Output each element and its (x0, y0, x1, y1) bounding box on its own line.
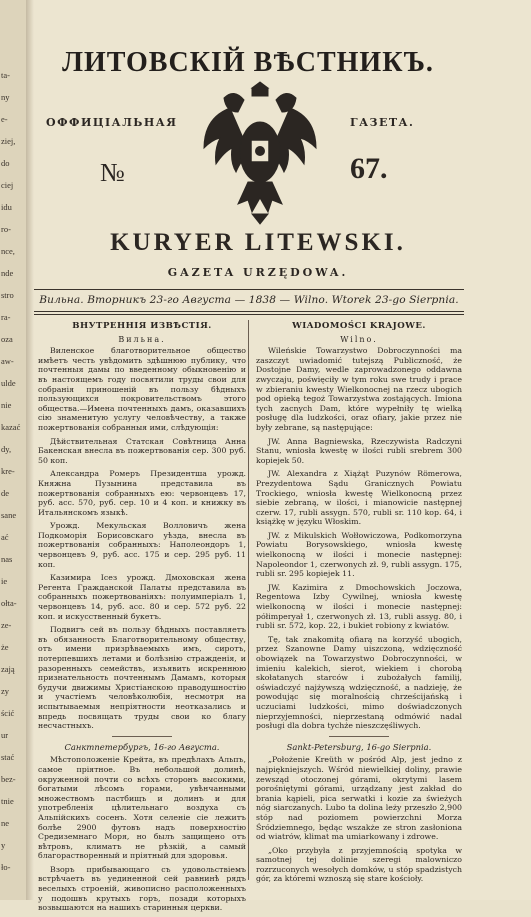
masthead-title-russian: ЛИТОВСКІЙ ВѢСТНИКЪ. (62, 47, 434, 78)
article-paragraph: „Oko przybyła z przyjemnością spotyka w samotnej tej dolinie szeregi malowniczo rozrzuconych wesołych domków, u stóp spadzistych gór, za któremi wznoszą się stare kościoły. (256, 845, 462, 884)
previous-page-text-fragment: ny (1, 92, 10, 102)
previous-page-text-fragment: stro (1, 290, 14, 300)
divider (34, 314, 464, 315)
issue-number: 67. (350, 152, 388, 185)
masthead-subtitle-left: ОФФИЦІАЛЬНАЯ (46, 116, 178, 129)
previous-page-text-fragment: ło- (1, 862, 11, 872)
previous-page-text-fragment: ołta- (1, 598, 17, 608)
previous-page-text-fragment: do (1, 158, 10, 168)
previous-page-text-fragment: ra- (1, 312, 11, 322)
article-paragraph: JW. Kazimira z Dmochowskich Joczowa, Regentowa Izby Cywilnej, wniosła kwestę wielkonocną w ilości i monecie następnej: półimperyał 1, czerwonych zł. 13, rubli assyg. 80, i rubli sr. 572, kop. 22, i bukiet robiony z kwiatów. (256, 582, 462, 631)
previous-page-text-fragment: kazać (1, 422, 21, 432)
previous-page-text-fragment: nas (1, 554, 13, 564)
article-paragraph: Александра Ромеръ Президентша урожд. Княжна Пузынина представила въ пожертвованія собранныхъ ею: червонцевъ 17, руб. асс. 570, руб. сер. 10 и 4 коп. и книжку въ Итальянскомъ языкѣ. (38, 469, 246, 517)
divider (34, 289, 464, 290)
section-heading: WIADOMOŚCI KRAJOWE. (292, 321, 426, 331)
previous-page-text-fragment: ulde (1, 378, 16, 388)
column-divider (248, 320, 249, 880)
divider (34, 311, 464, 312)
place-heading: Вильна. (118, 334, 166, 344)
previous-page-text-fragment: nie (1, 400, 12, 410)
previous-page-text-fragment: ścić (1, 708, 15, 718)
place-heading: Wilno. (340, 334, 378, 344)
previous-page-text-fragment: kre- (1, 466, 15, 476)
masthead-title-polish: KURYER LITEWSKI. (110, 229, 406, 256)
previous-page-text-fragment: ta- (1, 70, 10, 80)
article-paragraph: Виленское благотворительное общество имѣетъ честь увѣдомить здѣшнюю публику, что почтенныя дамы по введенному обыкновенію и въ настоящемъ году посвятили труды свои для собранія приношеній въ пользу бѣдныхъ пользующихся покровительствомъ этого общества.—Имена почтенныхъ дамъ, оказавшихъ сію знаменитую услугу человѣчеству, а также пожертвованія собранныя ими, слѣдующія: (38, 346, 246, 432)
article-paragraph: JW. Anna Bagniewska, Rzeczywista Radczyni Stanu, wniosła kwestę w ilości rubli srebrem 300 kopiejek 50. (256, 436, 462, 465)
article-paragraph: Дѣйствительная Статская Совѣтница Анна Бакенская внесла въ пожертвованія сер. 300 руб. 50 коп. (38, 436, 246, 465)
previous-page-text-fragment: ze- (1, 620, 12, 630)
previous-page-text-fragment: ie (1, 576, 8, 586)
divider (112, 736, 172, 737)
previous-page-text-fragment: zy (1, 686, 10, 696)
issue-number-label: № (100, 158, 125, 187)
previous-page-text-fragment: nde (1, 268, 14, 278)
previous-page-text-fragment: ciej (1, 180, 14, 190)
previous-page-text-fragment: idu (1, 202, 12, 212)
russian-column (38, 322, 246, 917)
previous-page-text-fragment: de (1, 488, 10, 498)
divider (329, 736, 389, 737)
article-paragraph: Взоръ прибывающаго съ удовольствіемъ встрѣчаетъ въ уединенной сей равнинѣ рядъ веселыхъ строеній, живописно расположенныхъ у подошвъ крутыхъ горъ, позади которыхъ возвышаются на нашихъ старинныя церкви. (38, 864, 246, 913)
masthead-subtitle-right: ГАЗЕТА. (350, 116, 415, 129)
previous-page-text-fragment: sane (1, 510, 17, 520)
article-paragraph: Казимира Ісез урожд. Дмоховская жена Регента Гражданской Палаты представила въ собранныхъ пожертвованіяхъ: полуимперіалъ 1, червонцевъ 14, руб. асс. 80 и сер. 572 руб. 22 коп. и искусственный букетъ. (38, 573, 246, 621)
article-paragraph: JW. z Mikulskich Wołłowiczowa, Podkomorzyna Powiatu Borysowskiego, wniosła kwestę wielkonocną w ilości i monecie następnej: Napoleondor 1, czerwonych zł. 9, rubli assygn. 175, rubli sr. 295 kopiejek 11. (256, 530, 462, 579)
article-paragraph: Мѣстоположеніе Крейта, въ предѣлахъ Альпъ, самое пріятное. Въ небольшой долинѣ, окруженной почти со всѣхъ сторонъ высокими, богатыми лѣсомъ горами, увѣнчанными множествомъ пастбищъ и долинъ и для употребленія цѣлительнаго воздуха съ Альпійскихъ сосенъ. Хотя селеніе сіе лежитъ болѣе 2900 футовъ надъ поверхностію Средиземнаго Моря, но былъ защищено отъ вѣтровъ, климатъ не рѣзкій, а самый благорастворенный и пріятный для здоровья. (38, 755, 246, 861)
article-paragraph: Tę, tak znakomitą ofiarą na korzyść ubogich, przez Szanowne Damy uiszczoną, wdzięczność obowiązek na Towarzystwo Dobroczynności, w imieniu kalekich, sierot, wiekiem i chorobą skołatanych starców i zubożałych familij, oświadczyć najżywszą wdzięczność, a nadzieję, że powodując się moralnością chrześcijańską i uczuciami ludzkości, mimo doświadczonych nieprzyjemności, nieprzestaną odmówić nadal posługi dla dobra tychże nieszczęśliwych. (256, 634, 462, 731)
previous-page-text-fragment: stać (1, 752, 15, 762)
previous-page-text-fragment: że (1, 642, 9, 652)
previous-page-text-fragment: y (1, 840, 6, 850)
previous-page-text-fragment: oza (1, 334, 13, 344)
previous-page-text-fragment: dy, (1, 444, 12, 454)
article-paragraph: Урожд. Мекульская Волловичъ жена Подкоморія Борисовскаго уѣзда, внесла въ пожертвованія собранныхъ: Наполеондоръ 1, червонцевъ 9, руб. асс. 175 и сер. 295 руб. 11 коп. (38, 521, 246, 569)
previous-page-text-fragment: ać (1, 532, 9, 542)
article-paragraph: Wileńskie Towarzystwo Dobroczynności ma zaszczyt uwiadomić tutejszą Publiczność, że Dostojne Damy, wedle zaprowadzonego oddawna zwyczaju, poświęciły w tym roku swe trudy i prace w zbieraniu kwesty Wielkonocnej na rzecz ubogich pod opieką tegoż Towarzystwa zostających. Imiona tych zacnych Dam, które wypełniły tę wielką posługę dla ludzkości, oraz ofiary, jakie przez nie były zebrane, są następujące: (256, 346, 462, 432)
previous-page-text-fragment: nce, (1, 246, 15, 256)
article-paragraph: Подвигъ сей въ пользу бѣдныхъ поставляетъ въ обязанность Благотворительному обществу, отъ имени призрѣваемыхъ имъ, сиротъ, потерпевшихъ летами и болѣзнію стражденія, и разоренныхъ семействъ, изъявить искреннюю признательность почтеннымъ Дамамъ, которыя будучи движимы Христіанскою праводушностію и участіемъ человѣколюбія, несмотря на испытываемыя непріятности неотказались и впредь посвящать труды свои ко благу несчастныхъ. (38, 625, 246, 731)
previous-page-text-fragment: zają (1, 664, 15, 674)
section-heading: ВНУТРЕННІЯ ИЗВѢСТІЯ. (72, 321, 212, 331)
previous-page-text-fragment: tnie (1, 796, 14, 806)
previous-page-text-fragment: ur (1, 730, 9, 740)
previous-page-text-fragment: ne (1, 818, 10, 828)
previous-page-text-fragment: aw- (1, 356, 14, 366)
polish-column (256, 322, 462, 888)
previous-page-text-fragment: e- (1, 114, 8, 124)
previous-page-text-fragment: ro- (1, 224, 11, 234)
previous-page-text-fragment: bez- (1, 774, 16, 784)
article-dateline: Санктпетербургъ, 16-го Августа. (64, 741, 220, 752)
masthead-subtitle-polish: GAZETA URZĘDOWA. (167, 266, 349, 279)
article-paragraph: JW. Alexandra z Xiążąt Puzynów Römerowa, Prezydentowa Sądu Granicznych Powiatu Trockiego, wniosła kwestę Wielkonocną przez siebie zebraną, w ilości, i mianowicie następnej czerw. 17, rubli assygn. 570, rubli sr. 110 kop. 64, i książkę w języku Włoskim. (256, 469, 462, 527)
article-paragraph: „Położenie Kreüth w pośród Alp, jest jedno z najpiękniejszych. Wśród niewielkiej doliny, prawie zewsząd otoczonej górami, okrytymi lasem porośniętymi górami, urządzany jest zakład do brania kąpieli, pica serwatki i kozie za świeżych nóg siarczanych. Lubo ta dolina leży przeszło 2,900 stóp nad poziomem powierzchni Morza Śródziemnego, będąc wszakże ze stron zasłoniona od wiatrów, klimat ma umiarkowany i zdrowe. (256, 755, 462, 842)
previous-page-text-fragment: ziej, (1, 136, 16, 146)
previous-page-strip (0, 0, 27, 900)
article-dateline: Sankt-Petersburg, 16-go Sierpnia. (286, 741, 432, 752)
double-headed-eagle-emblem (200, 78, 320, 228)
issue-dateline: Вильна. Вторникъ 23-го Августа — 1838 — Wilno. Wtorek 23-go Sierpnia. (39, 294, 459, 306)
